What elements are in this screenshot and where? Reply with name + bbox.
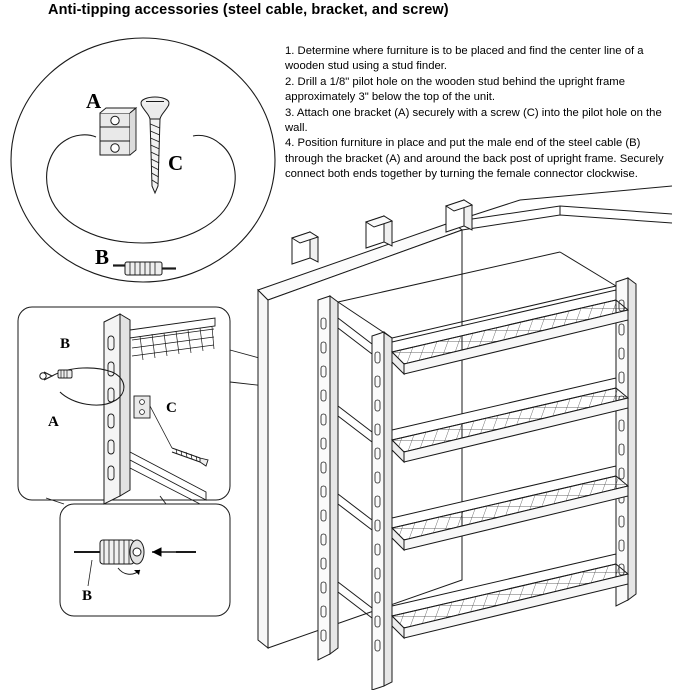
main-shelving-unit: [258, 186, 672, 690]
instruction-step-3: 3. Attach one bracket (A) securely with a screw (C) into the pilot hole on the wall.: [285, 106, 662, 135]
instruction-step-2: 2. Drill a 1/8" pilot hole on the wooden stud behind the upright frame approximately 3" below the top of the unit.: [285, 75, 625, 104]
steel-cable-part: [47, 135, 236, 275]
connector-assembly: [74, 540, 196, 575]
connector-detail-panel: [46, 496, 230, 616]
female-connector: [100, 540, 144, 564]
bracket-part: [100, 108, 136, 155]
label-circle-c: C: [168, 151, 184, 175]
upright-post: [104, 314, 130, 504]
instruction-step-4: 4. Position furniture in place and put the male end of the steel cable (B) through the bracket (A) and around the back post of upright frame. Securely connect both ends together by turning the female connector clockwise.: [285, 137, 664, 181]
label-connector-b: B: [82, 588, 93, 604]
label-detail-b: B: [60, 336, 71, 352]
label-circle-a: A: [86, 89, 102, 113]
detail-screw: [172, 448, 208, 466]
page-title: Anti-tipping accessories (steel cable, bracket, and screw): [48, 2, 449, 18]
label-circle-b: B: [95, 245, 110, 269]
front-uprights: [372, 332, 392, 690]
label-detail-a: A: [48, 414, 59, 430]
accessories-detail-circle: [11, 38, 275, 282]
label-detail-c: C: [166, 400, 177, 416]
screw-part: [141, 97, 169, 193]
instruction-step-1: 1. Determine where furniture is to be placed and find the center line of a wooden stud using a stud finder.: [285, 45, 644, 73]
